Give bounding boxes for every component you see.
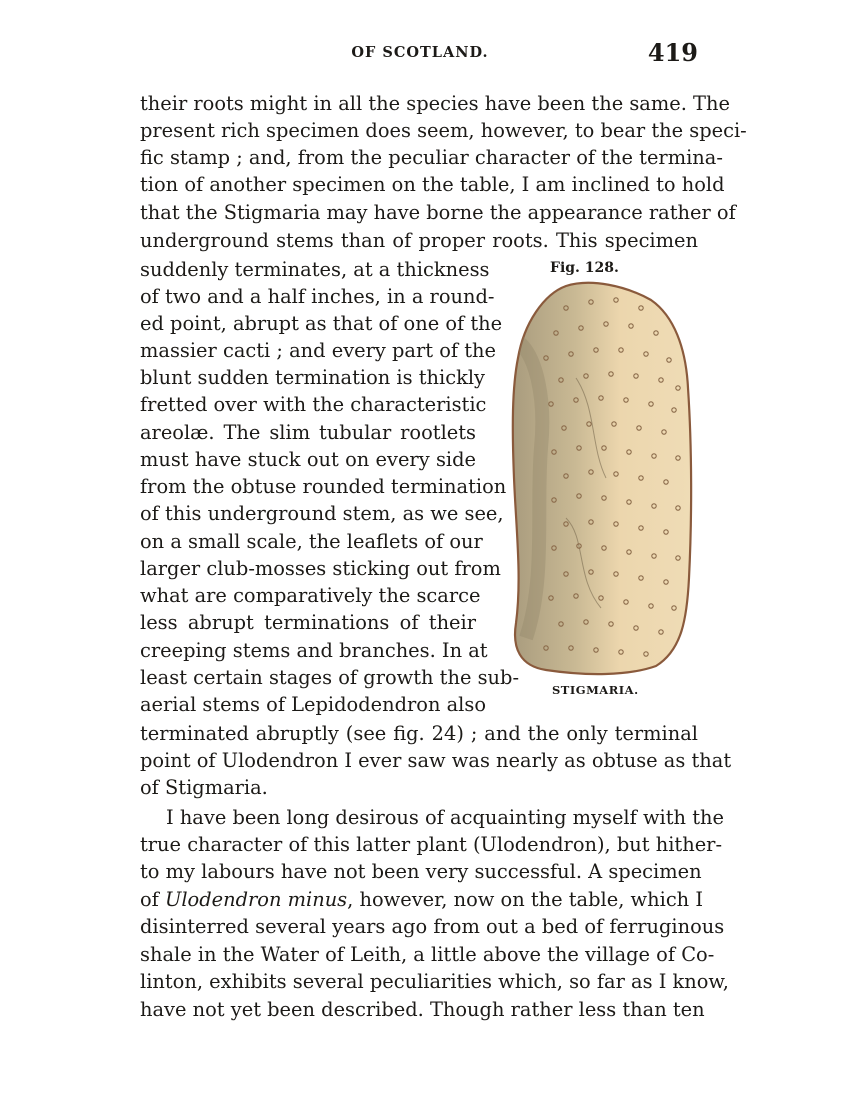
running-head: OF SCOTLAND. [351,44,489,61]
figure-label: Fig. 128. [550,260,619,276]
text-line: of this underground stem, as we see, [140,502,504,525]
text-line: linton, exhibits several peculiarities which, so far as I know, [140,970,729,993]
text-line: massier cacti ; and every part of the [140,339,496,362]
text-line [140,886,703,913]
stigmaria-fossil-illustration [506,278,698,678]
text-line: disinterred several years ago from out a bed of ferruginous [140,915,725,938]
text-line: have not yet been described. Though rather less than ten [140,998,705,1021]
text-line: from the obtuse rounded termination [140,475,507,498]
text-line: less abrupt terminations of their [140,611,476,634]
page-header [140,40,700,70]
text-line: must have stuck out on every side [140,448,476,471]
species-name: Ulodendron minus [165,888,348,911]
text-line: terminated abruptly (see fig. 24) ; and the only terminal [140,722,698,745]
text-line: aerial stems of Lepidodendron also [140,693,486,716]
text-line: to my labours have not been very successful. A specimen [140,860,702,883]
text-line: of two and a half inches, in a round- [140,285,495,308]
text-line: least certain stages of growth the sub- [140,666,519,689]
text-line: fic stamp ; and, from the peculiar character of the termina- [140,146,723,169]
text-line: point of Ulodendron I ever saw was nearly as obtuse as that [140,749,732,772]
text-line: areolæ. The slim tubular rootlets [140,421,476,444]
text-line: larger club-mosses sticking out from [140,557,501,580]
text-line: shale in the Water of Leith, a little above the village of Co- [140,943,715,966]
text-line: blunt sudden termination is thickly [140,366,485,389]
text-line: their roots might in all the species have been the same. The [140,92,730,115]
text-line: true character of this latter plant (Ulodendron), but hither- [140,833,722,856]
text-line: suddenly terminates, at a thickness [140,258,490,281]
text-line: that the Stigmaria may have borne the appearance rather of [140,201,736,224]
text-line: I have been long desirous of acquainting myself with the [166,806,724,829]
text-line: what are comparatively the scarce [140,584,481,607]
text-line: of Stigmaria. [140,776,268,799]
text-line: present rich specimen does seem, however, to bear the speci- [140,119,747,142]
text-line: ed point, abrupt as that of one of the [140,312,503,335]
text-line: tion of another specimen on the table, I am inclined to hold [140,173,725,196]
figure-caption: STIGMARIA. [552,683,639,697]
text-run: of [140,888,166,911]
text-line: on a small scale, the leaflets of our [140,530,483,553]
text-line: fretted over with the characteristic [140,393,487,416]
text-line: creeping stems and branches. In at [140,639,488,662]
text-line: underground stems than of proper roots. This specimen [140,229,698,252]
page-number: 419 [647,38,698,67]
text-run: , however, now on the table, which I [347,888,703,911]
